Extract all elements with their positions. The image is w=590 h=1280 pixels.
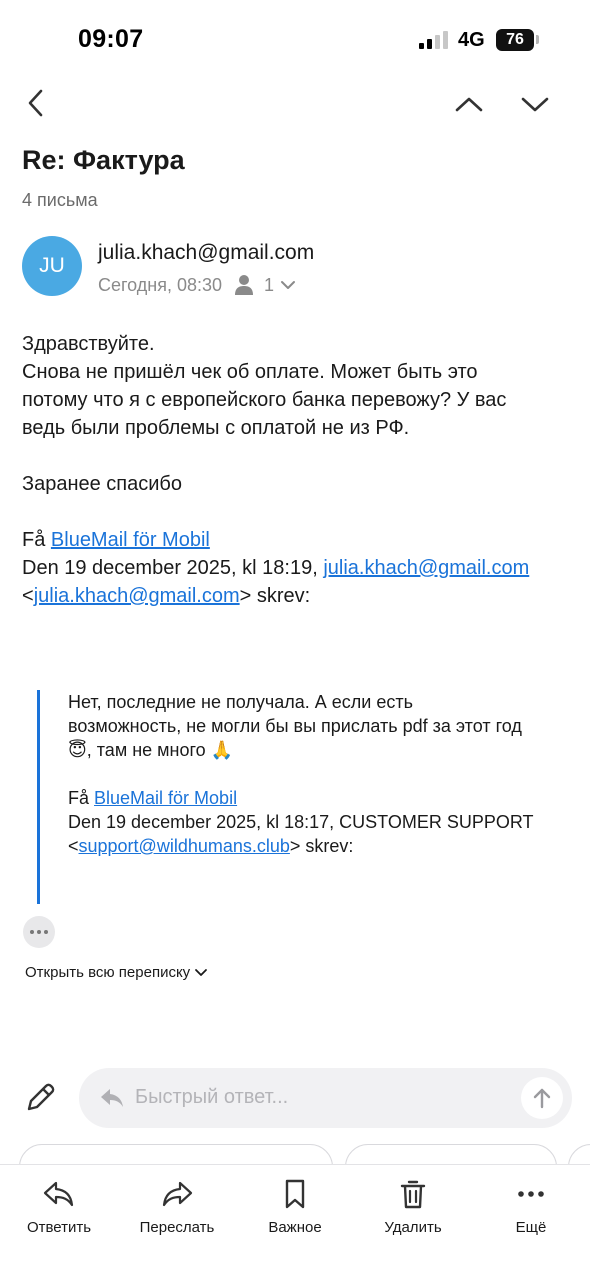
signal-icon: [419, 31, 451, 49]
thread-subject: Re: Фактура: [22, 145, 185, 175]
delete-label: Удалить: [384, 1219, 442, 1236]
dot: [44, 930, 48, 934]
back-button[interactable]: [16, 83, 56, 123]
body-line: Снова не пришёл чек об оплате. Может быть это: [22, 361, 478, 383]
chevron-down-icon: [280, 279, 296, 291]
quoted-text: [68, 690, 578, 858]
open-all-thread-button[interactable]: [25, 964, 208, 981]
body-line: ведь были проблемы с оплатой не из РФ.: [22, 417, 410, 439]
body-line: потому что я с европейского банка перевожу? У вас: [22, 389, 507, 411]
status-time: 09:07: [78, 25, 144, 53]
quoted-signature: [68, 786, 578, 810]
battery-tip: [536, 35, 539, 44]
forward-icon: [160, 1177, 194, 1211]
quoted-spacer: [68, 762, 578, 786]
important-button[interactable]: [245, 1177, 345, 1236]
more-button[interactable]: [481, 1177, 581, 1236]
message-date: Сегодня, 08:30: [98, 274, 223, 295]
forward-button[interactable]: [127, 1177, 227, 1236]
signature-line: [22, 526, 574, 554]
reply-label: Ответить: [26, 1219, 92, 1236]
reply-button[interactable]: [9, 1177, 109, 1236]
quote-header-line: [22, 582, 574, 610]
status-bar: [0, 0, 590, 80]
angle-open: <: [22, 585, 34, 607]
sender-email[interactable]: julia.khach@gmail.com: [98, 241, 315, 264]
previous-message-button[interactable]: [449, 84, 489, 124]
trash-icon: [396, 1177, 430, 1211]
person-icon: [234, 274, 254, 296]
quoted-line: возможность, не могли бы вы прислать pdf за этот год: [68, 716, 522, 736]
skrev-text: > skrev:: [289, 836, 354, 856]
message-body: [22, 330, 574, 610]
message-meta[interactable]: [98, 273, 296, 297]
quoted-message: [37, 690, 577, 904]
next-message-button[interactable]: [515, 84, 555, 124]
email-link[interactable]: julia.khach@gmail.com: [33, 585, 240, 607]
show-quoted-button[interactable]: [23, 916, 55, 948]
body-line: Заранее спасибо: [22, 473, 182, 495]
body-spacer: [22, 442, 574, 470]
bluemail-link[interactable]: BlueMail för Mobil: [50, 529, 210, 551]
skrev-text: > skrev:: [239, 585, 311, 607]
quoted-line-text: , там не много: [86, 740, 211, 760]
forward-label: Переслать: [139, 1219, 215, 1236]
quote-header-text: Den 19 december 2025, kl 18:19,: [22, 557, 324, 579]
avatar[interactable]: JU: [22, 236, 82, 296]
chevron-left-icon: [25, 88, 47, 118]
body-spacer: [22, 498, 574, 526]
quote-header-line: [22, 554, 574, 582]
quoted-header-email-line: [68, 834, 578, 858]
reply-arrow-icon: [99, 1086, 125, 1110]
send-button[interactable]: [521, 1077, 563, 1119]
bottom-toolbar: [0, 1164, 590, 1280]
reply-icon: [42, 1177, 76, 1211]
quoted-header: Den 19 december 2025, kl 18:17, CUSTOMER SUPPORT: [68, 812, 534, 832]
bookmark-icon: [278, 1177, 312, 1211]
important-label: Важное: [268, 1219, 322, 1236]
chevron-up-icon: [454, 94, 484, 114]
support-email-link[interactable]: support@wildhumans.club: [78, 836, 290, 856]
battery-icon: 76: [496, 29, 534, 51]
pray-emoji: 🙏: [210, 740, 234, 760]
open-all-label: Открыть всю переписку: [25, 964, 191, 981]
smile-emoji: 😇: [68, 740, 87, 760]
signature-prefix: Få: [22, 529, 51, 551]
pencil-icon[interactable]: [22, 1080, 58, 1116]
more-horizontal-icon: [514, 1177, 548, 1211]
thread-message-count: 4 письма: [22, 190, 98, 210]
network-type: 4G: [458, 29, 485, 51]
body-line: Здравствуйте.: [22, 333, 155, 355]
dot: [30, 930, 34, 934]
dot: [37, 930, 41, 934]
chevron-down-icon: [194, 968, 208, 978]
quoted-line: [68, 738, 578, 762]
quoted-line: Нет, последние не получала. А если есть: [68, 692, 413, 712]
bluemail-link[interactable]: BlueMail för Mobil: [94, 788, 238, 808]
chevron-down-icon: [520, 94, 550, 114]
angle-open: <: [68, 836, 79, 856]
delete-button[interactable]: [363, 1177, 463, 1236]
more-label: Ещё: [515, 1219, 547, 1236]
signature-prefix: Få: [68, 788, 95, 808]
recipients-count: 1: [264, 274, 275, 295]
quick-reply-placeholder: Быстрый ответ...: [135, 1086, 289, 1108]
arrow-up-icon: [532, 1087, 552, 1109]
quick-reply-input[interactable]: [79, 1068, 572, 1128]
email-link[interactable]: julia.khach@gmail.com: [323, 557, 530, 579]
